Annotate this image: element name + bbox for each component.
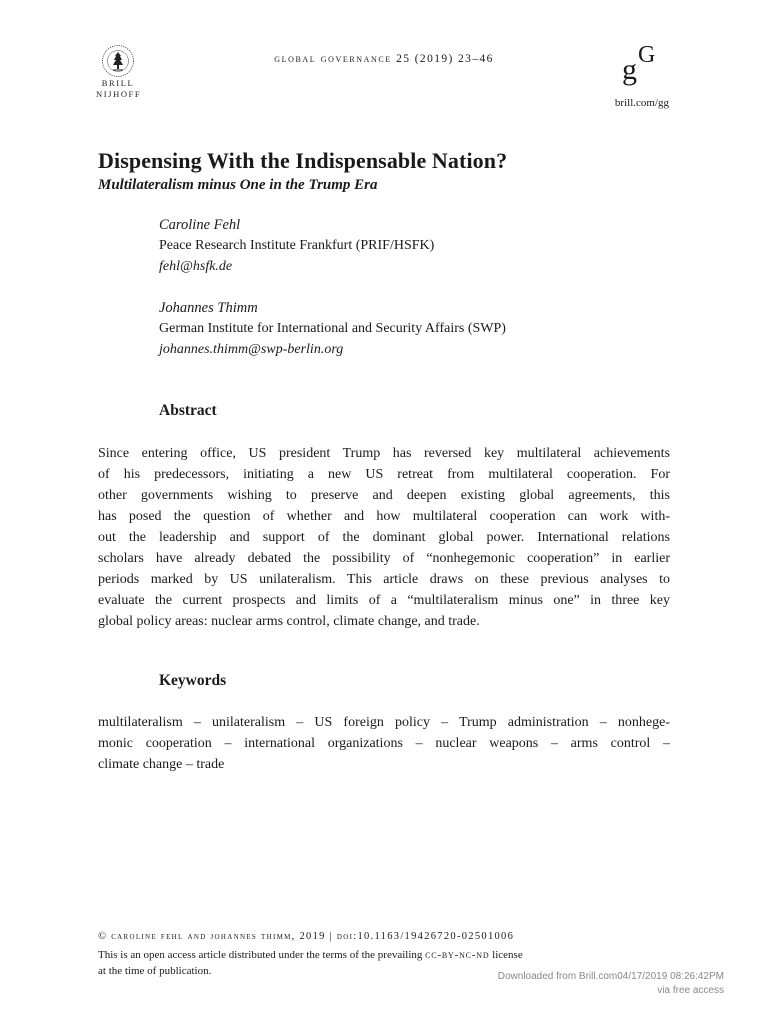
abstract-line: scholars have already debated the possibility of “nonhegemonic cooperation” in earlier [98, 551, 670, 566]
copyright-line: © caroline fehl and johannes thimm, 2019 | doi:10.1163/19426720-02501006 [98, 931, 515, 942]
download-stamp [498, 970, 724, 998]
abstract-line: other governments wishing to preserve and deepen existing global agreements, this [98, 488, 670, 503]
author-email[interactable]: johannes.thimm@swp-berlin.org [159, 342, 344, 357]
journal-logo-small-letter: g [622, 53, 637, 86]
abstract-line: evaluate the current prospects and limits of a “multilateralism minus one” in three key [98, 593, 670, 608]
abstract-line: out the leadership and support of the dominant global power. International relations [98, 530, 670, 545]
abstract-line: Since entering office, US president Trump has reversed key multilateral achievements [98, 446, 670, 461]
author-block-1 [159, 215, 434, 277]
license-text-post: license [489, 949, 523, 961]
download-stamp-line2: via free access [657, 985, 724, 996]
author-affiliation: Peace Research Institute Frankfurt (PRIF/HSFK) [159, 238, 435, 253]
license-text-pre: This is an open access article distributed under the terms of the prevailing [98, 949, 426, 961]
license-code[interactable]: cc-by-nc-nd [425, 949, 490, 961]
download-stamp-line1: Downloaded from Brill.com04/17/2019 08:26:42PM [497, 971, 724, 982]
license-note [98, 947, 523, 979]
abstract-heading: Abstract [159, 402, 217, 419]
keywords-body [98, 712, 670, 775]
keywords-line: multilateralism – unilateralism – US foreign policy – Trump administration – nonhege- [98, 715, 670, 730]
abstract-line: global policy areas: nuclear arms control, climate change, and trade. [98, 614, 480, 629]
journal-name: global governance [274, 53, 392, 65]
publisher-name-line2: NIJHOFF [96, 89, 142, 99]
abstract-line: periods marked by US unilateralism. This article draws on these previous analyses to [98, 572, 670, 587]
keywords-line: climate change – trade [98, 757, 225, 772]
author-email[interactable]: fehl@hsfk.de [159, 259, 233, 274]
author-name: Caroline Fehl [159, 217, 241, 233]
abstract-body [98, 443, 670, 632]
author-affiliation: German Institute for International and Security Affairs (SWP) [159, 321, 506, 336]
journal-logo-big-letter: G [638, 42, 656, 68]
abstract-line: of his predecessors, initiating a new US retreat from multilateral cooperation. For [98, 467, 670, 482]
abstract-line: has posed the question of whether and how multilateral cooperation can work with- [98, 509, 670, 524]
license-line-1 [98, 947, 523, 963]
journal-logo [622, 43, 662, 91]
journal-site-url[interactable]: brill.com/gg [614, 97, 669, 109]
author-name: Johannes Thimm [159, 300, 258, 316]
article-title: Dispensing With the Indispensable Nation? [98, 148, 508, 173]
keywords-line: monic cooperation – international organizations – nuclear weapons – arms control – [98, 736, 670, 751]
article-subtitle: Multilateralism minus One in the Trump Era [98, 177, 378, 193]
license-line-2: at the time of publication. [98, 965, 212, 977]
keywords-heading: Keywords [159, 672, 227, 689]
volume-info: 25 (2019) 23–46 [396, 53, 494, 65]
author-block-2 [159, 298, 506, 360]
publisher-name-line1: BRILL [101, 78, 135, 88]
